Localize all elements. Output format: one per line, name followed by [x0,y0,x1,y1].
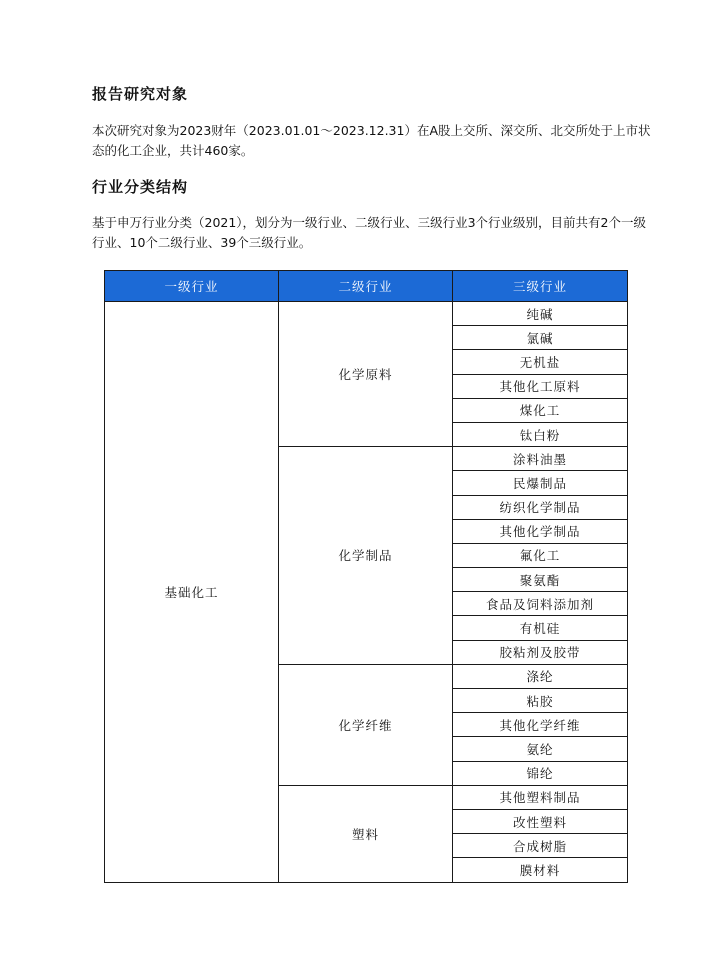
section-heading-research-object: 报告研究对象 [92,85,189,103]
level3-cell: 氟化工 [453,543,628,567]
header-level3: 三级行业 [453,271,628,302]
level3-cell: 氨纶 [453,737,628,761]
level3-cell: 其他化学纤维 [453,713,628,737]
level3-cell: 胶粘剂及胶带 [453,640,628,664]
level3-cell: 合成树脂 [453,834,628,858]
level3-cell: 其他化学制品 [453,519,628,543]
level3-cell: 其他塑料制品 [453,785,628,809]
level2-cell: 化学原料 [279,302,453,447]
level3-cell: 食品及饲料添加剂 [453,592,628,616]
level3-cell: 氯碱 [453,326,628,350]
industry-classification-table [104,270,628,883]
level2-cell: 化学制品 [279,447,453,665]
level3-cell: 纺织化学制品 [453,495,628,519]
level3-cell: 煤化工 [453,398,628,422]
paragraph-industry-structure: 基于申万行业分类（2021），划分为一级行业、二级行业、三级行业3个行业级别，目前共有2个一级行业、10个二级行业、39个三级行业。 [92,215,646,250]
section-heading-industry-structure: 行业分类结构 [92,178,189,196]
level3-cell: 有机硅 [453,616,628,640]
level2-cell: 化学纤维 [279,664,453,785]
level2-cell: 塑料 [279,785,453,882]
level3-cell: 其他化工原料 [453,374,628,398]
header-level1: 一级行业 [105,271,279,302]
level3-cell: 聚氨酯 [453,568,628,592]
level3-cell: 改性塑料 [453,809,628,833]
level3-cell: 涤纶 [453,664,628,688]
level3-cell: 民爆制品 [453,471,628,495]
level3-cell: 粘胶 [453,689,628,713]
level1-cell: 基础化工 [105,302,279,883]
table-row [105,302,628,326]
table-header-row [105,271,628,302]
level3-cell: 涂料油墨 [453,447,628,471]
level3-cell: 锦纶 [453,761,628,785]
level3-cell: 钛白粉 [453,422,628,446]
level3-cell: 膜材料 [453,858,628,882]
paragraph-research-object: 本次研究对象为2023财年（2023.01.01～2023.12.31）在A股上交所、深交所、北交所处于上市状态的化工企业，共计460家。 [92,123,651,158]
level3-cell: 纯碱 [453,302,628,326]
level3-cell: 无机盐 [453,350,628,374]
header-level2: 二级行业 [279,271,453,302]
